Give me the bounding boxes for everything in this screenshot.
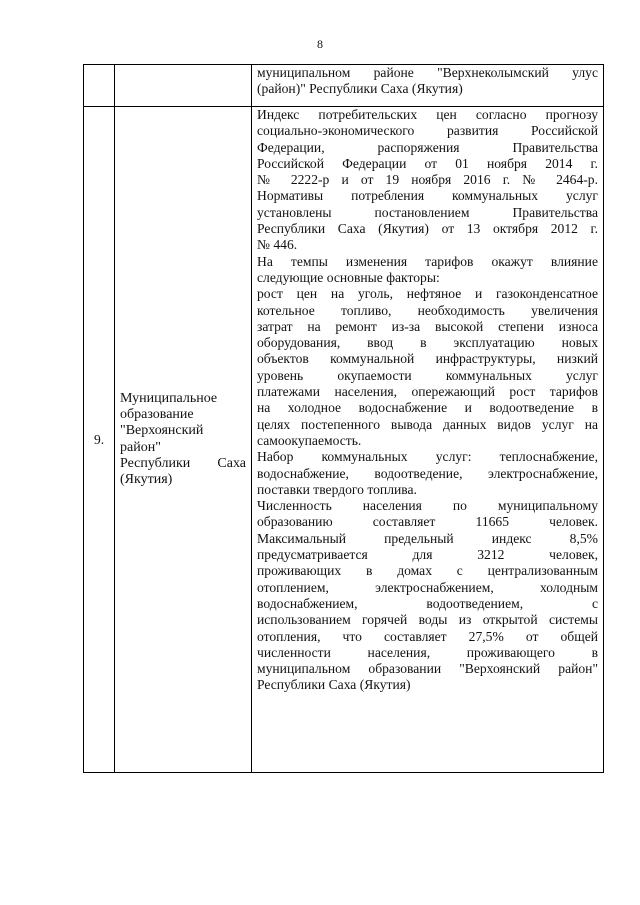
text-line: муниципальном образовании "Верхоянский район": [257, 661, 598, 677]
description-cell: [252, 107, 604, 773]
text-line: (район)" Республики Саха (Якутия): [257, 81, 463, 97]
text-line: следующие основные факторы:: [257, 269, 440, 285]
text-line: проживающих в домах с централизованным: [257, 563, 598, 579]
continuation-text-cell: [252, 65, 604, 107]
text-line: Индекс потребительских цен согласно прогнозу: [257, 107, 598, 122]
name-line: район": [120, 439, 161, 455]
text-line: Набор коммунальных услуг: теплоснабжение,: [257, 449, 598, 465]
text-line: водоснабжение, водоотведение, электроснабжение,: [257, 465, 598, 481]
text-line: рост цен на уголь, нефтяное и газоконденсатное: [257, 286, 598, 302]
text-line: Федерации, распоряжения Правительства: [257, 139, 598, 155]
text-line: предусматривается для 3212 человек,: [257, 547, 598, 563]
text-line: целях постепенного вывода данных видов услуг на: [257, 416, 598, 432]
text-line: на холодное водоснабжение и водоотведение в: [257, 400, 598, 416]
name-cell-empty: [115, 65, 252, 107]
text-line: использованием горячей воды из открытой системы: [257, 612, 598, 628]
text-line: муниципальном районе "Верхнеколымский улус: [257, 65, 598, 80]
text-line: социально-экономического развития Российской: [257, 123, 598, 139]
name-line: Муниципальное: [120, 390, 218, 406]
name-line: Республики Саха: [120, 455, 246, 471]
text-line: объектов коммунальной инфраструктуры, низкий: [257, 351, 598, 367]
page-number: 8: [317, 37, 323, 51]
text-line: № 2222-р и от 19 ноября 2016 г. № 2464-р.: [257, 172, 598, 188]
table-row-9: [84, 107, 604, 773]
text-line: водоснабжением, водоотведением, с: [257, 595, 598, 611]
text-line: Нормативы потребления коммунальных услуг: [257, 188, 598, 204]
text-line: отоплением, электроснабжением, холодным: [257, 579, 598, 595]
text-line: Российской Федерации от 01 ноября 2014 г.: [257, 155, 598, 171]
text-line: установлены постановлением Правительства: [257, 204, 598, 220]
text-line: платежами населения, опережающий рост тарифов: [257, 384, 598, 400]
tariff-table: [83, 64, 604, 773]
text-line: № 446.: [257, 237, 298, 253]
text-line: Республики Саха (Якутия): [257, 677, 411, 693]
text-line: образованию составляет 11665 человек.: [257, 514, 598, 530]
table-row-continuation: [84, 65, 604, 107]
text-line: Максимальный предельный индекс 8,5%: [257, 530, 598, 546]
text-line: Численность населения по муниципальному: [257, 498, 598, 514]
text-line: уровень окупаемости коммунальных услуг: [257, 367, 598, 383]
name-line: "Верхоянский: [120, 423, 204, 439]
text-line: самоокупаемость.: [257, 432, 362, 448]
text-line: Республики Саха (Якутия) от 13 октября 2012 г.: [257, 221, 598, 237]
name-line: образование: [120, 406, 194, 422]
text-line: численности населения, проживающего в: [257, 644, 598, 660]
text-line: поставки твердого топлива.: [257, 481, 417, 497]
name-line: (Якутия): [120, 472, 173, 488]
row-number: 9.: [84, 107, 115, 773]
text-line: затрат на ремонт из-за высокой степени износа: [257, 318, 598, 334]
text-line: оборудования, ввод в эксплуатацию новых: [257, 335, 598, 351]
text-line: На темпы изменения тарифов окажут влияние: [257, 253, 598, 269]
municipality-name-cell: [115, 107, 252, 773]
text-line: котельное топливо, необходимость увеличения: [257, 302, 598, 318]
number-cell-empty: [84, 65, 115, 107]
text-line: отопления, что составляет 27,5% от общей: [257, 628, 598, 644]
